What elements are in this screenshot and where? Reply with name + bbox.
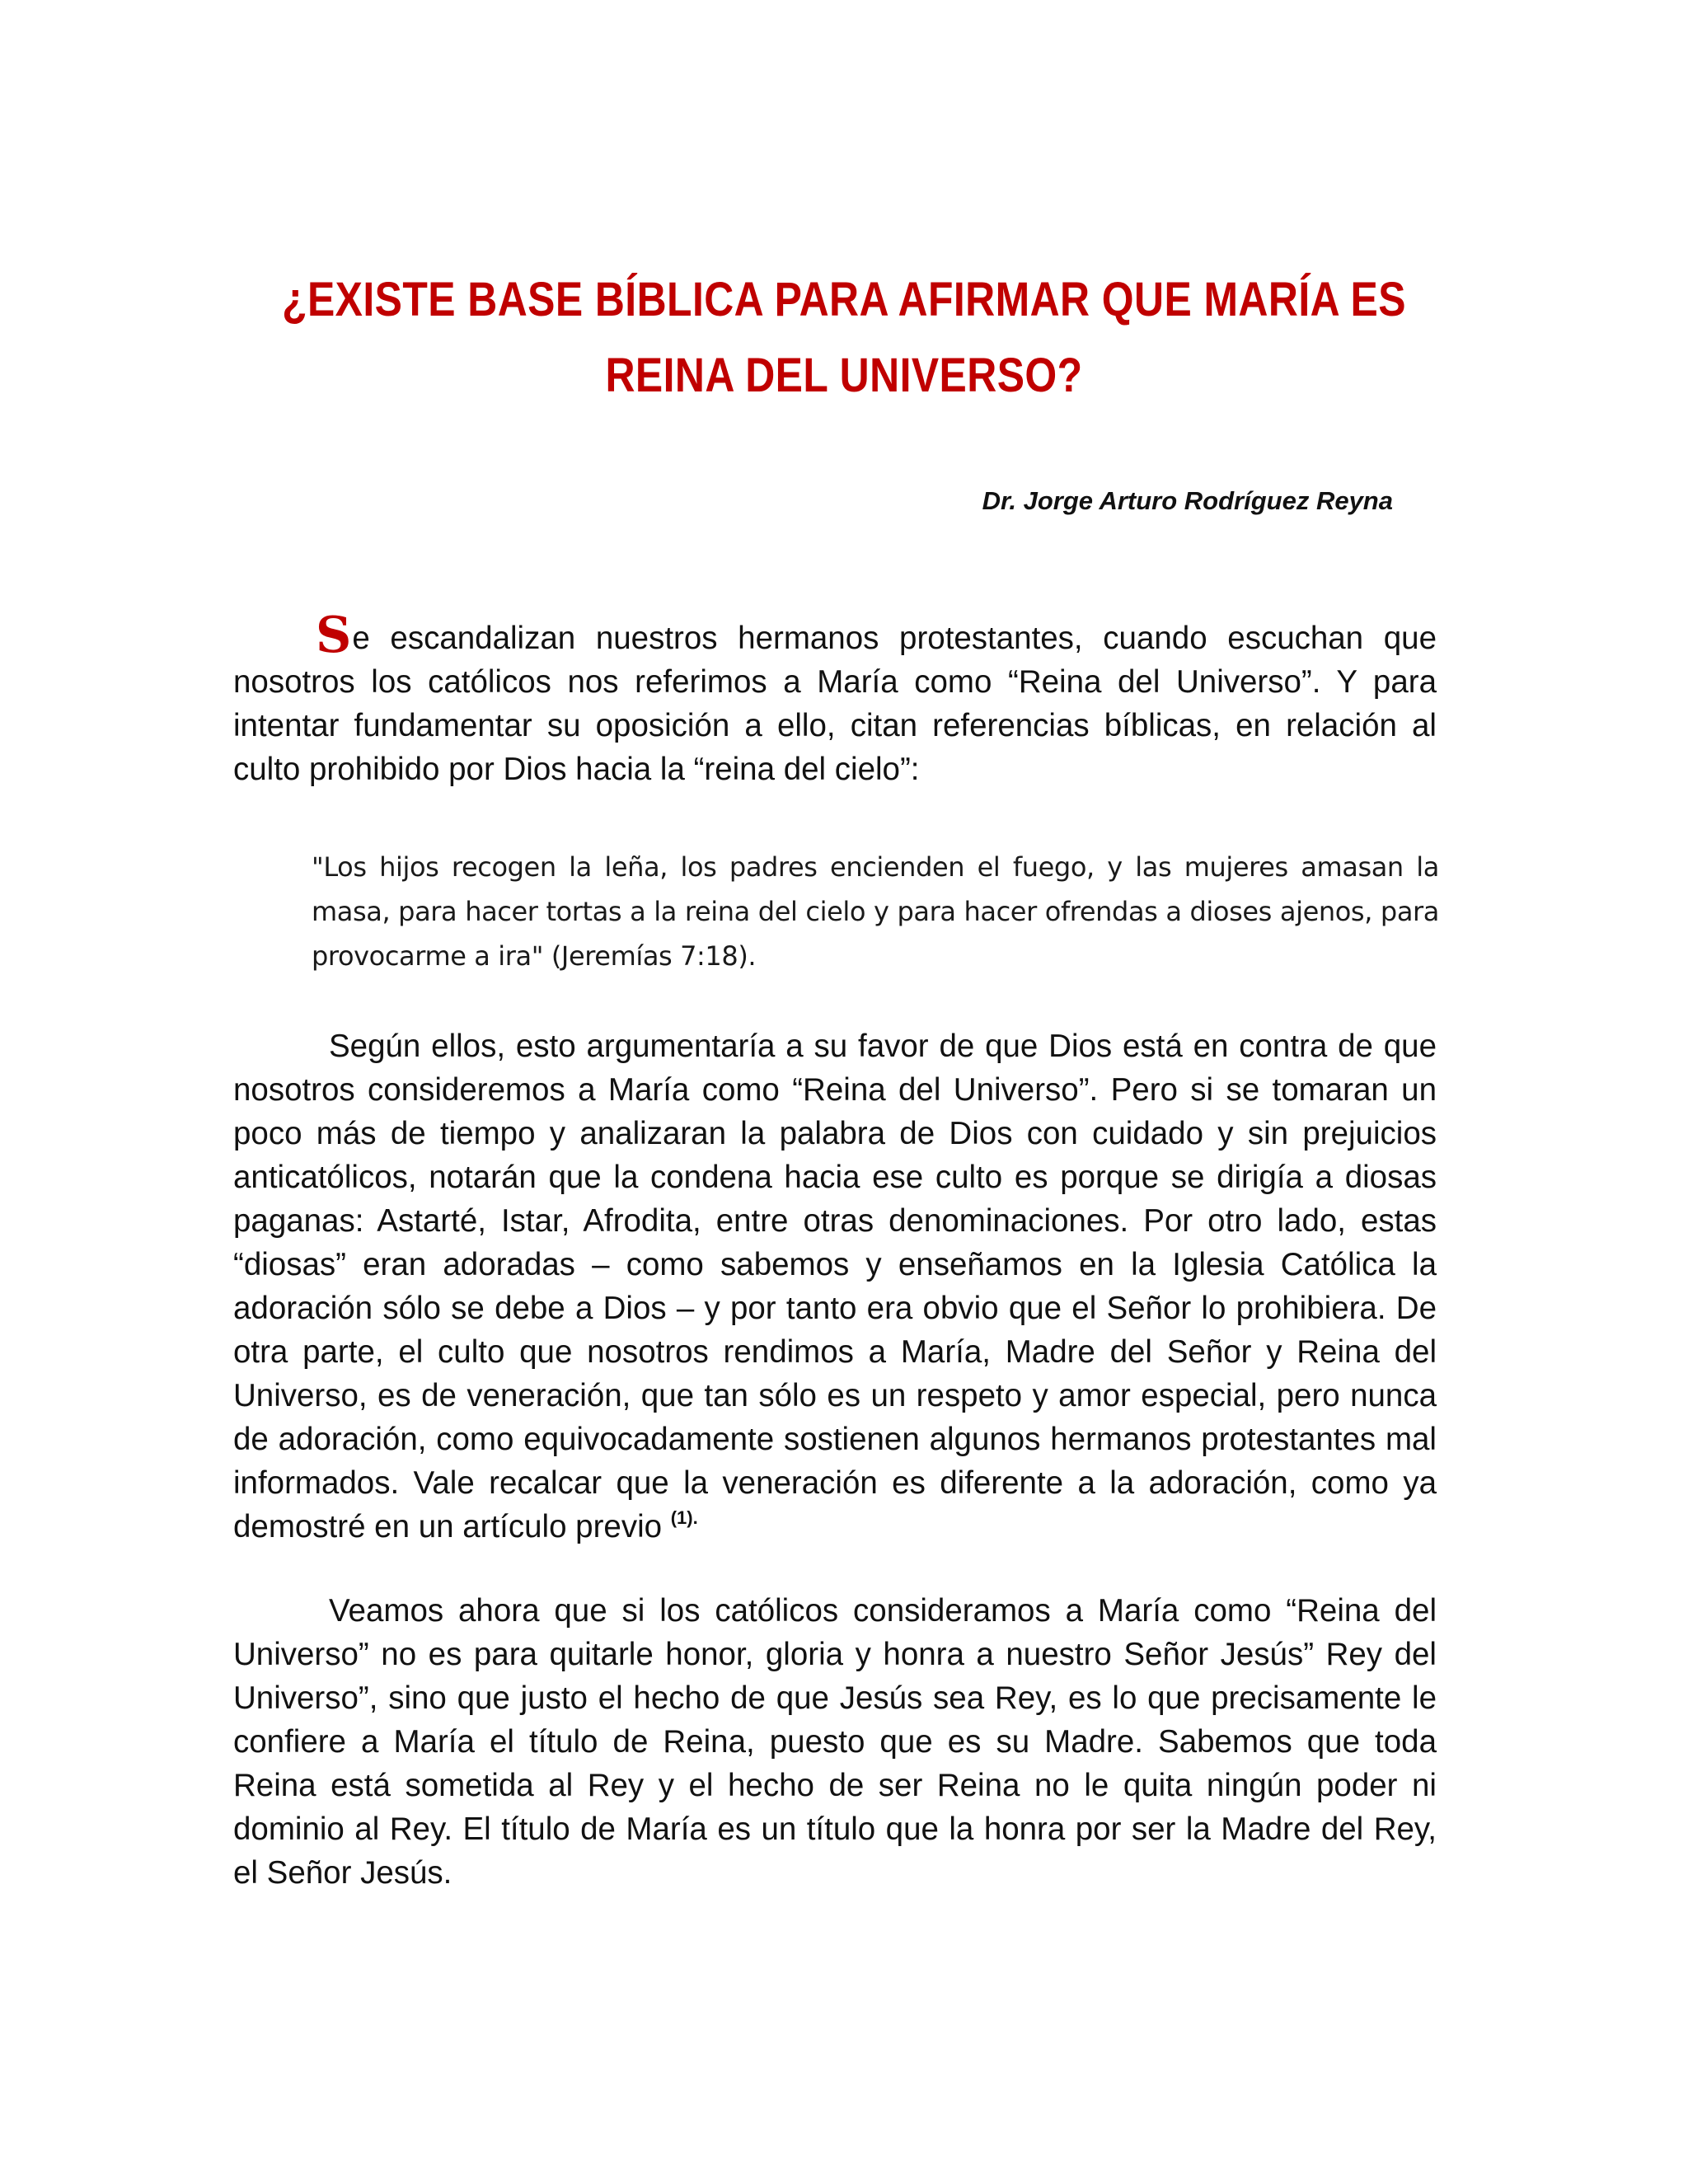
paragraph-1-text: e escandalizan nuestros hermanos protestantes, cuando escuchan que nosotros los católicos nos referimos a María como “Reina del Universo”. Y para intentar fundamentar su oposición a ello, citan referencias bíblicas, en relación al culto prohibido por Dios hacia la “reina del cielo”:	[233, 621, 1437, 787]
drop-cap: S	[316, 607, 352, 664]
paragraph-2-text: Según ellos, esto argumentaría a su favor de que Dios está en contra de que nosotros consideremos a María como “Reina del Universo”. Pero si se tomaran un poco más de tiempo y analizaran la palabra de Dios con cuidado y sin prejuicios anticatólicos, notarán que la condena hacia ese culto es porque se dirigía a diosas paganas: Astarté, Istar, Afrodita, entre otras denominaciones. Por otro lado, estas “diosas” eran adoradas – como sabemos y enseñamos en la Iglesia Católica la adoración sólo se debe a Dios – y por tanto era obvio que el Señor lo prohibiera. De otra parte, el culto que nosotros rendimos a María, Madre del Señor y Reina del Universo, es de veneración, que tan sólo es un respeto y amor especial, pero nunca de adoración, como equivocadamente sostienen algunos hermanos protestantes mal informados. Vale recalcar que la veneración es diferente a la adoración, como ya demostré en un artículo previo	[233, 1029, 1437, 1544]
paragraph-2	[233, 1024, 1437, 1549]
paragraph-3: Veamos ahora que si los católicos consideramos a María como “Reina del Universo” no es para quitarle honor, gloria y honra a nuestro Señor Jesús” Rey del Universo”, sino que justo el hecho de que Jesús sea Rey, es lo que precisamente le confiere a María el título de Reina, puesto que es su Madre. Sabemos que toda Reina está sometida al Rey y el hecho de ser Reina no le quita ningún poder ni dominio al Rey. El título de María es un título que la honra por ser la Madre del Rey, el Señor Jesús.	[233, 1593, 1437, 1891]
page-title	[260, 262, 1428, 414]
paragraph-1	[233, 607, 1437, 791]
title-line-1: ¿EXISTE BASE BÍBLICA PARA AFIRMAR QUE MARÍA ES	[282, 273, 1406, 326]
title-line-2: REINA DEL UNIVERSO?	[605, 349, 1083, 402]
author-name: Dr. Jorge Arturo Rodríguez Reyna	[982, 486, 1393, 515]
bible-quote: "Los hijos recogen la leña, los padres encienden el fuego, y las mujeres amasan la masa, para hacer tortas a la reina del cielo y para hacer ofrendas a dioses ajenos, para provocarme a ira" (Jeremías 7:18).	[312, 851, 1439, 972]
footnote-ref: (1).	[670, 1507, 698, 1528]
